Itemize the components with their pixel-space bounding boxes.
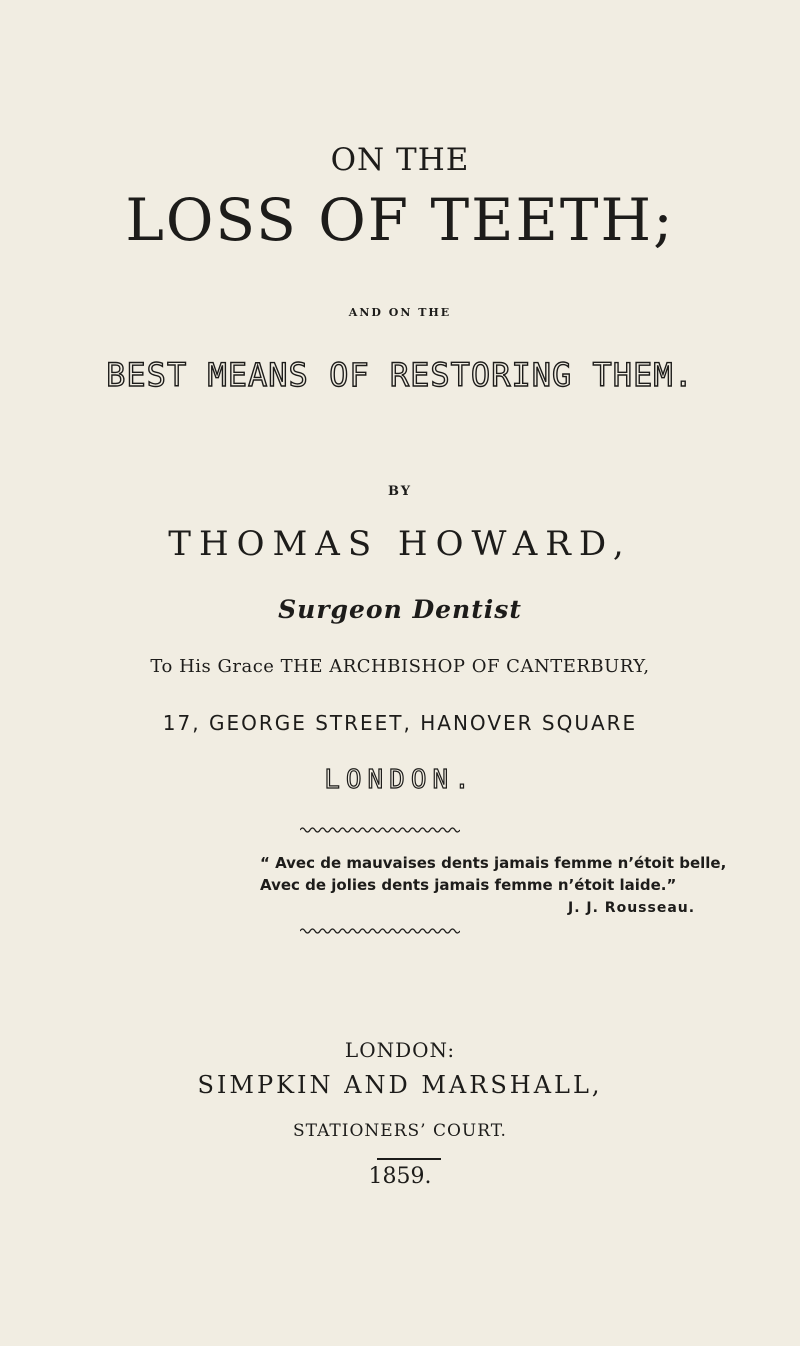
epigraph-line-2: Avec de jolies dents jamais femme n’étoit laide.” [260,876,677,894]
wavy-rule-bottom [300,927,460,935]
byline-label: BY [387,484,413,499]
imprint-publisher: SIMPKIN AND MARSHALL, [197,1071,603,1099]
author-address: 17, GEORGE STREET, HANOVER SQUARE [162,711,638,735]
author-name: THOMAS HOWARD, [168,524,632,564]
imprint-city: LONDON: [344,1038,456,1062]
main-title: LOSS OF TEETH; [125,186,675,254]
pre-title: ON THE [330,142,470,178]
subtitle: BEST MEANS OF RESTORING THEM. [106,356,694,394]
epigraph-line-1: “ Avec de mauvaises dents jamais femme n’étoit belle, [260,854,727,872]
imprint-place: STATIONERS’ COURT. [293,1121,507,1141]
author-appointment: To His Grace THE ARCHBISHOP OF CANTERBURY, [150,656,650,677]
author-profession: Surgeon Dentist [278,595,522,624]
title-connector: AND ON THE [348,306,452,319]
author-city: LONDON. [324,765,476,795]
imprint-year: 1859. [368,1164,432,1189]
imprint-rule [377,1158,441,1160]
wavy-rule-top [300,826,460,834]
epigraph-attribution: J. J. Rousseau. [568,900,696,916]
